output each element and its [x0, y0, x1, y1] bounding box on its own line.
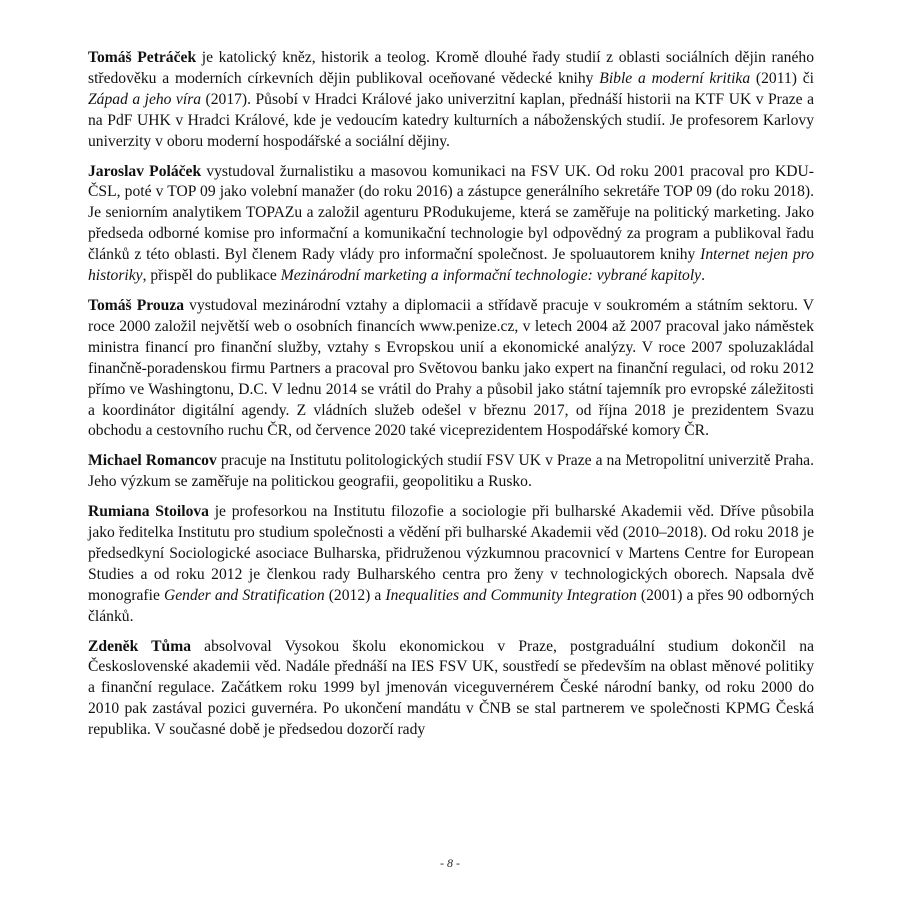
person-name: Tomáš Petráček	[88, 49, 197, 66]
person-name: Rumiana Stoilova	[88, 503, 209, 521]
publication-title: Internet nejen pro historiky	[88, 246, 814, 285]
bio-text: absolvoval Vysokou školu ekonomickou v Praze, postgraduální studium dokončil na Československé akademii věd. Nadále přednáší na IES FSV UK, soustředí se především na oblast měnové politiky a finanční regulace. Začátkem roku 1999 byl jmenován viceguvernérem České národní banky, od roku 2000 do 2010 pak zastával pozici guvernéra. Po ukončení mandátu v ČNB se stal partnerem ve společnosti KPMG Česká republika. V současné době je předsedou dozorčí rady	[88, 637, 814, 739]
bio-text: pracuje na Institutu politologických studií FSV UK v Praze a na Metropolitní univerzitě Praha. Jeho výzkum se zaměřuje na politickou geografii, geopolitiku a Rusko.	[88, 452, 814, 491]
publication-title: Gender and Stratification	[163, 586, 325, 604]
bio-text: (2001) a přes 90 odborných článků.	[88, 586, 814, 625]
bio-paragraph	[88, 502, 814, 627]
bio-text: (2012) a	[324, 586, 386, 604]
person-name: Zdeněk Tůma	[88, 637, 192, 655]
publication-title: Mezinárodní marketing a informační technologie: vybrané kapitoly	[280, 267, 702, 285]
person-name: Michael Romancov	[88, 452, 217, 470]
bio-text: vystudoval mezinárodní vztahy a diplomacii a střídavě pracuje v soukromém a státním sektoru. V roce 2000 založil největší web o osobních financích www.penize.cz, v letech 2004 až 2007 pracoval jako náměstek ministra financí pro finanční služby, vztahy s Evropskou unií a ekonomické analýzy. V roce 2007 spoluzakládal finančně-poradenskou firmu Partners a pracoval pro Světovou banku jako expert na finanční regulaci, od roku 2012 přímo ve Washingtonu, D.C. V lednu 2014 se vrátil do Prahy a působil jako státní tajemník pro evropské záležitosti a koordinátor digitální agendy. Z vládních služeb odešel v březnu 2017, od října 2018 je prezidentem Svazu obchodu a cestovního ruchu ČR, od července 2020 také viceprezidentem Hospodářské komory ČR.	[88, 296, 814, 440]
publication-title: Bible a moderní kritika	[599, 69, 751, 87]
bio-paragraph	[88, 48, 814, 153]
bio-text: (2011) či	[750, 69, 814, 87]
publication-title: Inequalities and Community Integration	[385, 586, 637, 604]
publication-title: Západ a jeho víra	[88, 90, 202, 108]
bio-text: je profesorkou na Institutu filozofie a sociologie při bulharské Akademii věd. Dříve působila jako ředitelka Institutu pro studium společnosti a vědění při bulharské Akademii věd (2010–2018). Od roku 2018 je předsedkyní Sociologické asociace Bulharska, přidruženou výzkumnou pracovnicí v Martens Centre for European Studies a od roku 2012 je členkou rady Bulharského centra pro ženy v technologických oborech. Napsala dvě monografie	[88, 503, 815, 604]
document-body	[88, 48, 814, 750]
bio-text: je katolický kněz, historik a teolog. Kromě dlouhé řady studií z oblasti sociálních dějin raného středověku a moderních církevních dějin publikoval oceňované vědecké knihy	[88, 49, 814, 87]
page-number: - 8 -	[440, 856, 460, 870]
bio-text: vystudoval žurnalistiku a masovou komunikaci na FSV UK. Od roku 2001 pracoval pro KDU-ČSL, poté v TOP 09 jako volební manažer (do roku 2016) a zástupce generálního sekretáře TOP 09 (do roku 2018). Je seniorním analytikem TOPAZu a založil agenturu PRodukujeme, která se zaměřuje na politický marketing. Jako předseda odborné komise pro informační a komunikační technologie byl odpovědný za program a publikoval řadu článků z této oblasti. Byl členem Rady vlády pro informační společnost. Je spoluautorem knihy	[88, 162, 814, 264]
bio-paragraph	[88, 451, 814, 493]
person-name: Jaroslav Poláček	[88, 162, 202, 180]
bio-text: , přispěl do publikace	[142, 267, 281, 285]
bio-paragraph	[88, 296, 814, 442]
bio-text: (2017). Působí v Hradci Králové jako univerzitní kaplan, přednáší historii na KTF UK v Praze a na PdF UHK v Hradci Králové, kde je vedoucím katedry kulturních a náboženských studií. Je profesorem Karlovy univerzity v oboru moderní hospodářské a sociální dějiny.	[88, 90, 814, 150]
bio-text: .	[701, 267, 706, 285]
person-name: Tomáš Prouza	[88, 296, 185, 314]
bio-paragraph	[88, 162, 814, 287]
bio-paragraph	[88, 637, 814, 742]
